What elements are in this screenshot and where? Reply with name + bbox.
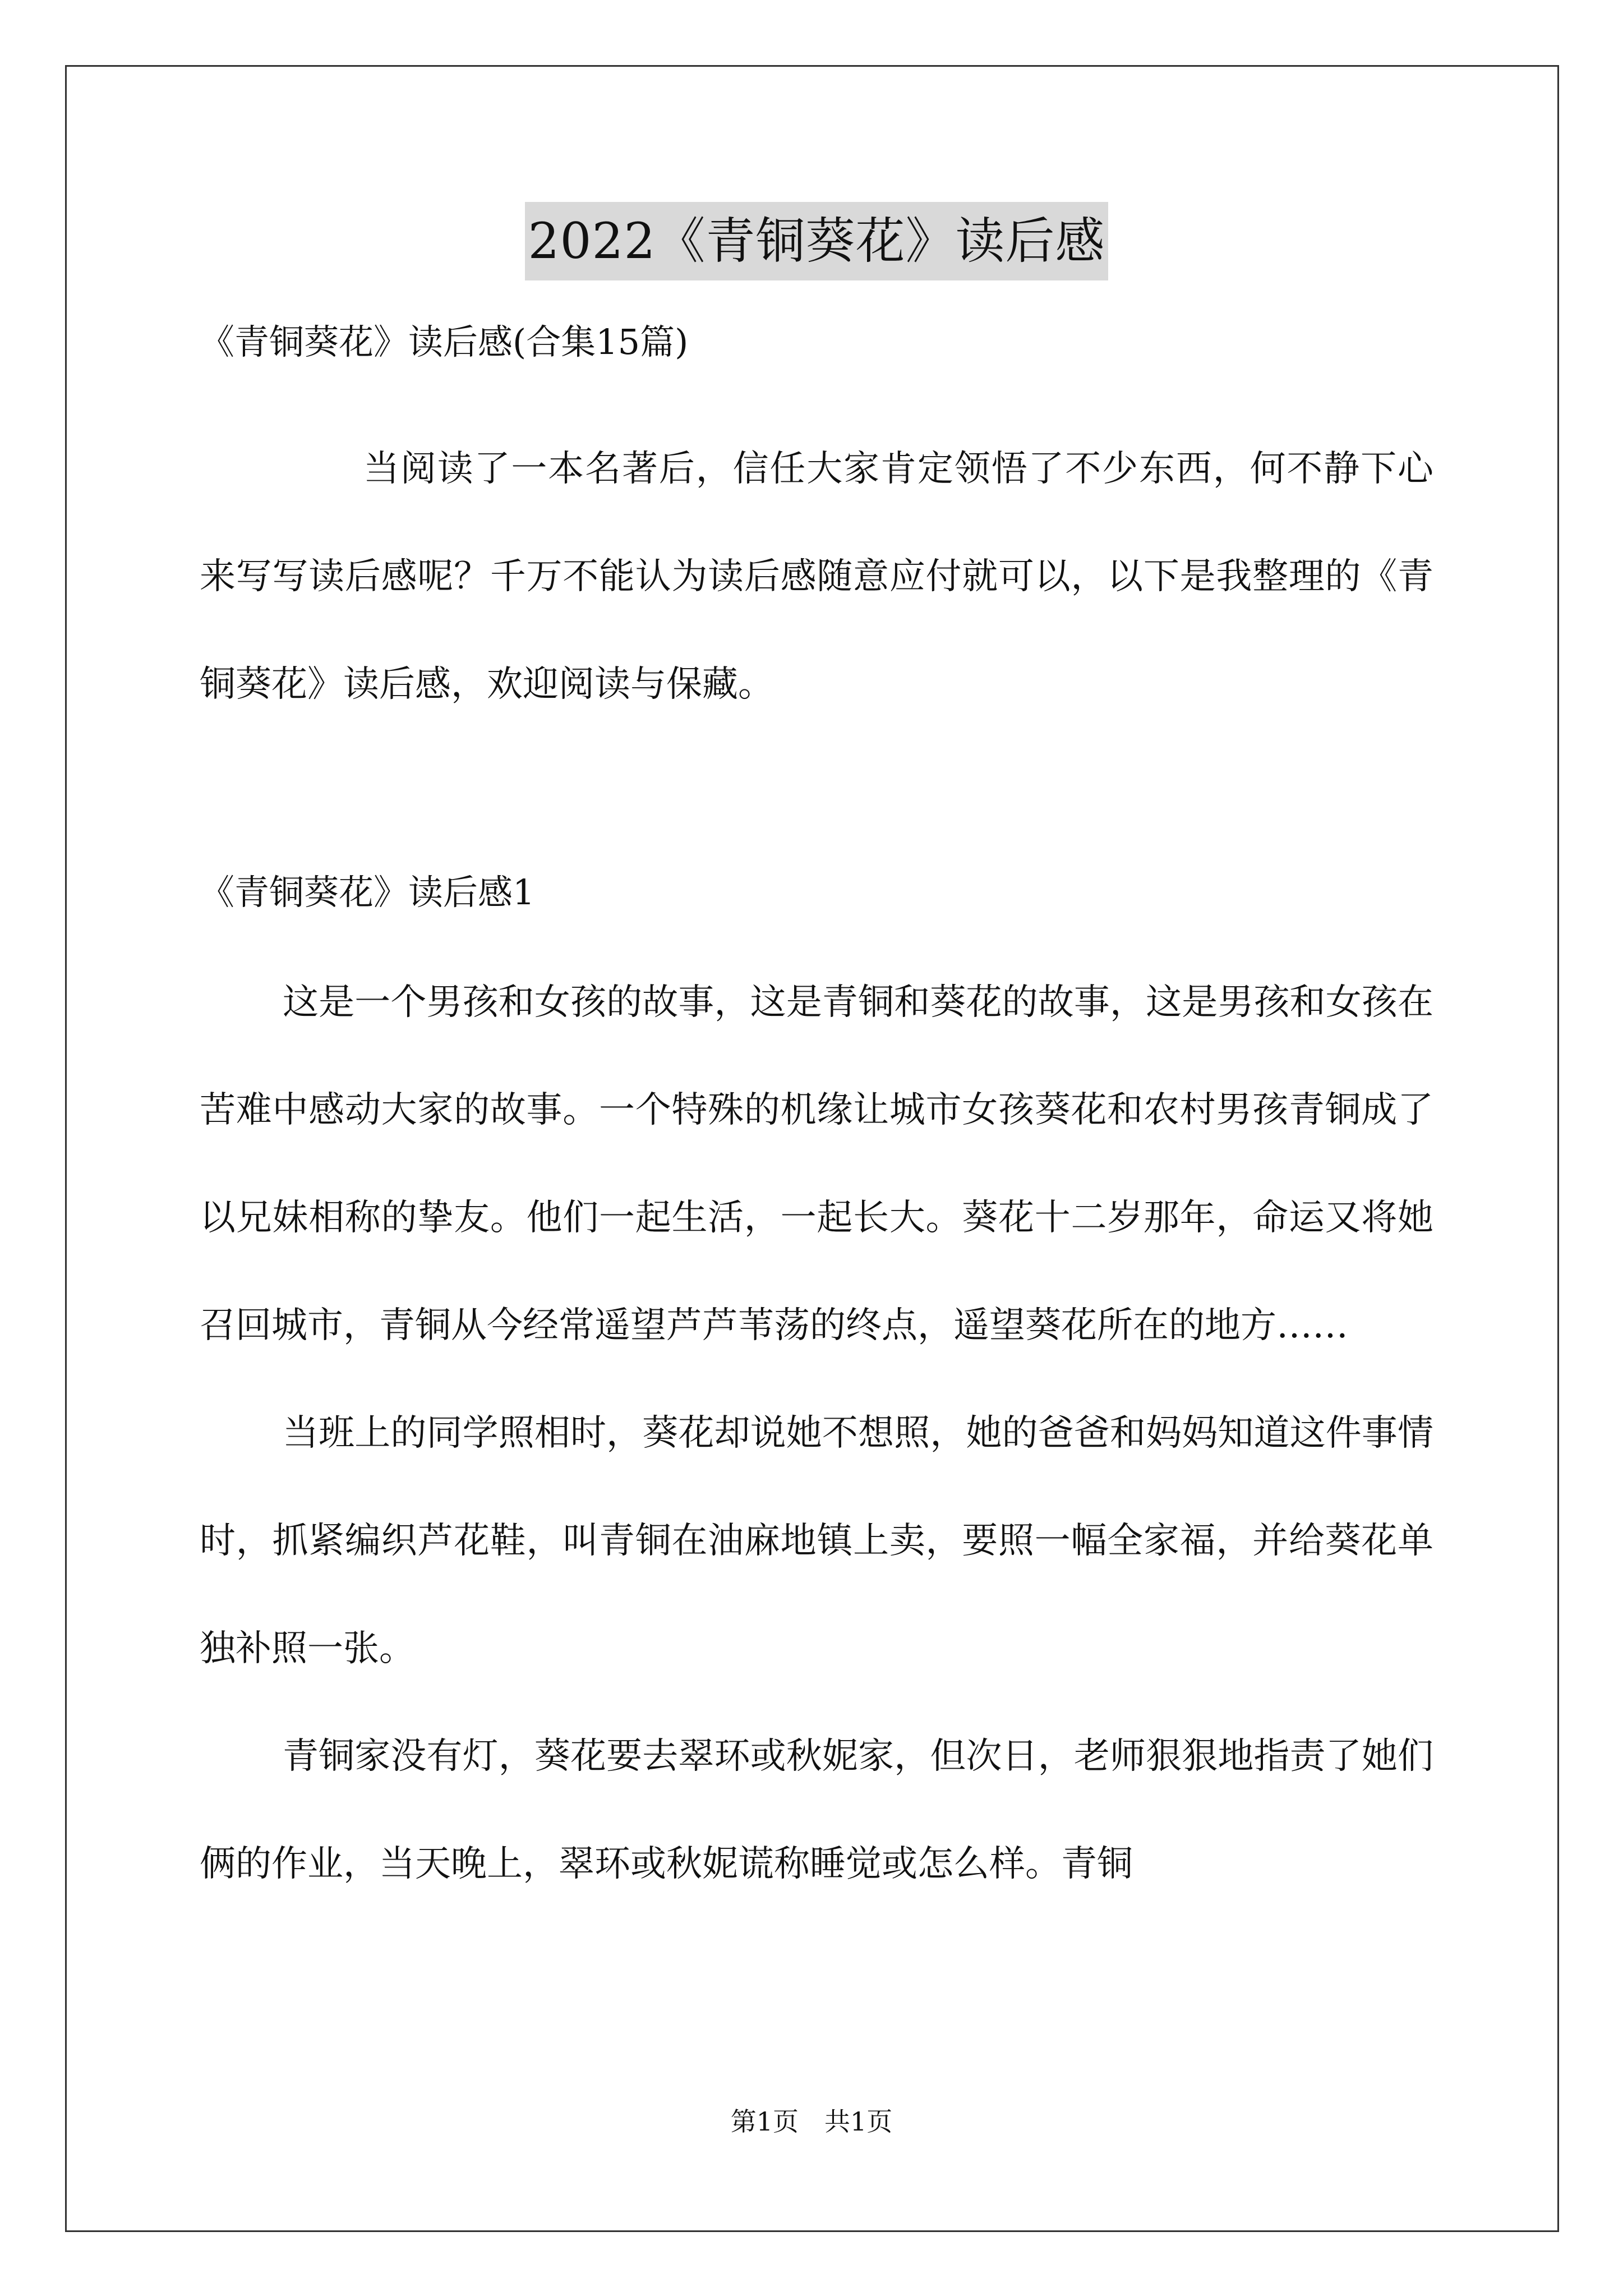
document-title: 2022《青铜葵花》读后感 xyxy=(525,202,1109,280)
body-paragraph-1: 这是一个男孩和女孩的故事，这是青铜和葵花的故事，这是男孩和女孩在苦难中感动大家的故事。一个特殊的机缘让城市女孩葵花和农村男孩青铜成了以兄妹相称的挚友。他们一起生活，一起长大。葵花十二岁那年，命运又将她召回城市，青铜从今经常遥望芦芦苇荡的终点，遥望葵花所在的地方…… xyxy=(200,982,1433,1346)
intro-paragraph: 当阅读了一本名著后，信任大家肯定领悟了不少东西，何不静下心来写写读后感呢？千万不能认为读后感随意应付就可以，以下是我整理的《青铜葵花》读后感，欢迎阅读与保藏。 xyxy=(200,448,1433,705)
page-footer: 第1页 共1页 xyxy=(730,2106,893,2137)
body-paragraph-2: 当班上的同学照相时，葵花却说她不想照，她的爸爸和妈妈知道这件事情时，抓紧编织芦花鞋，叫青铜在油麻地镇上卖，要照一幅全家福，并给葵花单独补照一张。 xyxy=(200,1412,1433,1669)
document-body xyxy=(200,202,1433,1918)
section-heading: 《青铜葵花》读后感1 xyxy=(200,872,535,913)
document-subtitle: 《青铜葵花》读后感(合集15篇) xyxy=(200,321,689,362)
title-wrap xyxy=(200,202,1433,280)
body-paragraph-3: 青铜家没有灯，葵花要去翠环或秋妮家，但次日，老师狠狠地指责了她们俩的作业，当天晚上，翠环或秋妮谎称睡觉或怎么样。青铜 xyxy=(200,1736,1433,1885)
